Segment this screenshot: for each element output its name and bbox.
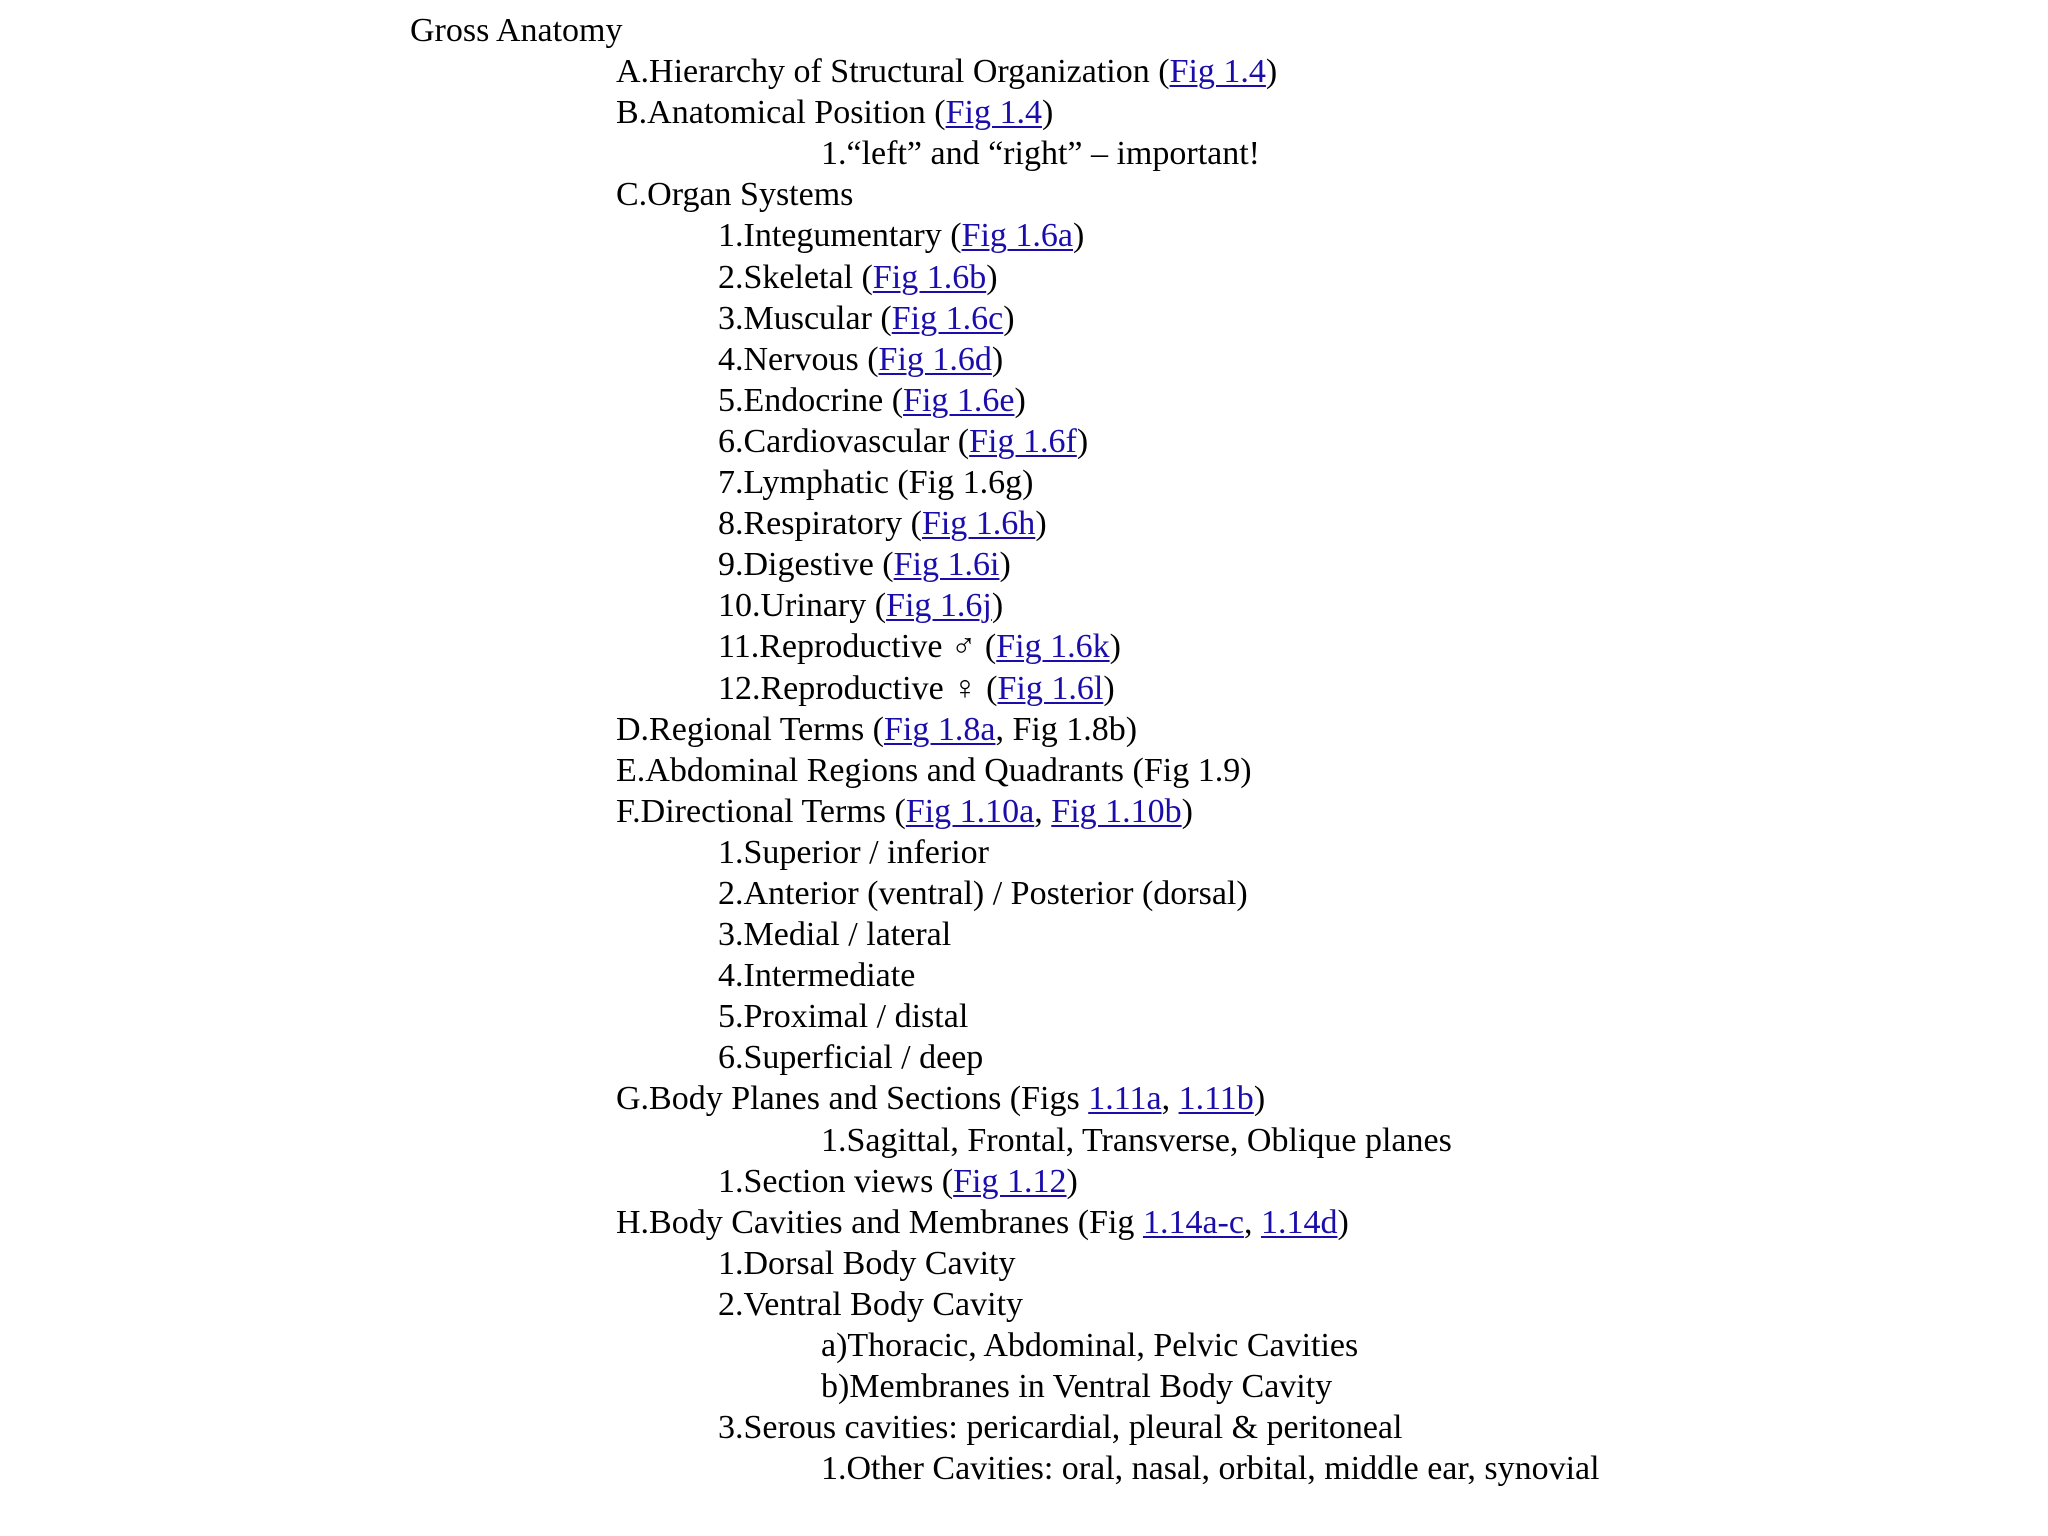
figure-link[interactable]: 1.14a-c <box>1142 1203 1244 1241</box>
figure-link[interactable]: Fig 1.6e <box>903 381 1015 419</box>
outline-item <box>0 791 2048 832</box>
outline-item-text: ) <box>999 546 1011 584</box>
figure-link[interactable]: Fig 1.6d <box>878 340 992 378</box>
outline-item-text: 5.Proximal / distal <box>718 998 969 1036</box>
outline-item <box>0 421 2048 462</box>
outline-item-text: F.Directional Terms ( <box>616 792 906 830</box>
outline-item-text: ) <box>1003 299 1015 337</box>
figure-link[interactable]: 1.14d <box>1260 1203 1338 1241</box>
outline-item-text: 5.Endocrine ( <box>718 381 904 419</box>
outline-item <box>0 709 2048 750</box>
figure-link[interactable]: Fig 1.12 <box>953 1162 1067 1200</box>
figure-link[interactable]: 1.11b <box>1178 1080 1254 1118</box>
figure-link[interactable]: Fig 1.6i <box>893 546 1000 584</box>
outline-item <box>0 1284 2048 1325</box>
outline-item-text: 1.Superior / inferior <box>718 833 989 871</box>
figure-link[interactable]: Fig 1.6a <box>961 217 1074 255</box>
outline-item <box>0 215 2048 256</box>
outline-item-text: ) <box>1337 1203 1349 1241</box>
outline-item <box>0 1448 2048 1489</box>
outline-item-text: a)Thoracic, Abdominal, Pelvic Cavities <box>821 1327 1359 1364</box>
outline-item-text: 10.Urinary ( <box>718 587 887 625</box>
outline-item-text: ) <box>986 258 998 296</box>
figure-link[interactable]: Fig 1.4 <box>1169 53 1266 91</box>
outline-item-text: 2.Ventral Body Cavity <box>718 1285 1024 1323</box>
outline-item-text: ) <box>1066 1162 1078 1200</box>
outline-item <box>0 544 2048 585</box>
outline-item-text: 6.Superficial / deep <box>718 1039 984 1077</box>
outline-item-text: 1.Section views ( <box>718 1162 954 1200</box>
outline-item-text: 3.Medial / lateral <box>718 916 952 954</box>
outline-item-text: Gross Anatomy <box>410 12 623 49</box>
figure-link[interactable]: Fig 1.6l <box>997 669 1104 707</box>
outline-item-text: C.Organ Systems <box>616 176 854 214</box>
outline-item-text: ) <box>991 587 1004 625</box>
outline-item-text: ) <box>1014 381 1026 419</box>
outline-item-text: 3.Muscular ( <box>718 299 892 337</box>
outline-item <box>0 1366 2048 1407</box>
outline-item-text: ) <box>1076 422 1089 460</box>
figure-link[interactable]: Fig 1.6f <box>969 422 1077 460</box>
outline-item-text: , <box>1034 792 1052 830</box>
outline-item-text: 12.Reproductive ♀ ( <box>718 669 998 707</box>
outline-item-text: , Fig 1.8b) <box>995 710 1138 748</box>
outline-item-text: , <box>1243 1203 1261 1241</box>
outline-item-text: 1.“left” and “right” – important! <box>821 135 1260 173</box>
outline-item <box>0 1161 2048 1202</box>
outline-item-text: 9.Digestive ( <box>718 546 894 584</box>
outline-item <box>0 257 2048 298</box>
outline-item <box>0 1037 2048 1078</box>
outline-item-text: A.Hierarchy of Structural Organization ( <box>616 53 1170 91</box>
outline-item <box>0 1078 2048 1119</box>
outline-item-text: ) <box>1041 94 1054 132</box>
outline-item <box>0 380 2048 421</box>
figure-link[interactable]: Fig 1.6b <box>872 258 987 296</box>
figure-link[interactable]: Fig 1.8a <box>884 710 996 748</box>
outline-item <box>0 133 2048 174</box>
outline-item <box>0 832 2048 873</box>
figure-link[interactable]: Fig 1.6k <box>996 628 1110 666</box>
figure-link[interactable]: 1.11a <box>1088 1080 1162 1118</box>
outline-item-text: 7.Lymphatic (Fig 1.6g) <box>718 464 1034 502</box>
outline-item <box>0 51 2048 92</box>
outline-item <box>0 92 2048 133</box>
outline-item <box>0 750 2048 791</box>
outline-item-text: 4.Intermediate <box>718 957 916 995</box>
outline-item <box>0 1407 2048 1448</box>
outline-item-text: B.Anatomical Position ( <box>616 94 946 132</box>
outline-item-text: 2.Anterior (ventral) / Posterior (dorsal) <box>718 874 1248 912</box>
outline-item-text: ) <box>1109 628 1121 666</box>
outline-item-text: H.Body Cavities and Membranes (Fig <box>616 1203 1143 1241</box>
outline-item <box>0 1120 2048 1161</box>
outline-item <box>0 1202 2048 1243</box>
outline-item <box>0 996 2048 1037</box>
outline-item <box>0 626 2048 667</box>
outline-item <box>0 955 2048 996</box>
outline-item-text: ) <box>1265 53 1278 91</box>
outline-item-text: 3.Serous cavities: pericardial, pleural & peritoneal <box>718 1409 1403 1447</box>
outline-document <box>0 10 2048 1489</box>
outline-item <box>0 462 2048 503</box>
outline-item-text: 11.Reproductive ♂ ( <box>718 628 997 666</box>
outline-item-text: , <box>1161 1080 1179 1118</box>
outline-item <box>0 174 2048 215</box>
outline-item-text: ) <box>1073 217 1085 255</box>
outline-item <box>0 503 2048 544</box>
figure-link[interactable]: Fig 1.4 <box>945 94 1042 132</box>
outline-item-text: ) <box>991 340 1004 378</box>
outline-item-text: 1.Other Cavities: oral, nasal, orbital, middle ear, synovial <box>821 1450 1600 1488</box>
outline-item-text: 1.Dorsal Body Cavity <box>718 1244 1016 1282</box>
outline-item-text: G.Body Planes and Sections (Figs <box>616 1080 1089 1118</box>
outline-item <box>0 585 2048 626</box>
outline-item-text: E.Abdominal Regions and Quadrants (Fig 1.9) <box>616 751 1252 789</box>
outline-item-text: ) <box>1181 792 1193 830</box>
outline-item <box>0 298 2048 339</box>
outline-item <box>0 873 2048 914</box>
outline-item <box>0 1243 2048 1284</box>
outline-item-text: D.Regional Terms ( <box>616 710 884 748</box>
outline-heading <box>0 10 2048 51</box>
outline-item-text: ) <box>1035 505 1047 543</box>
figure-link[interactable]: Fig 1.10a <box>905 792 1035 830</box>
outline-item-text: 6.Cardiovascular ( <box>718 422 970 460</box>
outline-item-text: 1.Sagittal, Frontal, Transverse, Oblique planes <box>821 1121 1452 1159</box>
outline-item-text: 2.Skeletal ( <box>718 258 873 296</box>
outline-item-text: b)Membranes in Ventral Body Cavity <box>821 1368 1333 1406</box>
outline-item-text: 1.Integumentary ( <box>718 217 962 255</box>
figure-link[interactable]: Fig 1.6c <box>891 299 1004 337</box>
outline-item-text: ) <box>1253 1080 1266 1118</box>
outline-item-text: 8.Respiratory ( <box>718 505 922 543</box>
outline-item <box>0 914 2048 955</box>
outline-item <box>0 668 2048 709</box>
outline-item <box>0 339 2048 380</box>
figure-link[interactable]: Fig 1.6j <box>886 587 992 625</box>
figure-link[interactable]: Fig 1.10b <box>1051 792 1182 830</box>
outline-item-text: 4.Nervous ( <box>718 340 879 378</box>
outline-item-text: ) <box>1103 669 1115 707</box>
figure-link[interactable]: Fig 1.6h <box>921 505 1036 543</box>
outline-item <box>0 1325 2048 1366</box>
